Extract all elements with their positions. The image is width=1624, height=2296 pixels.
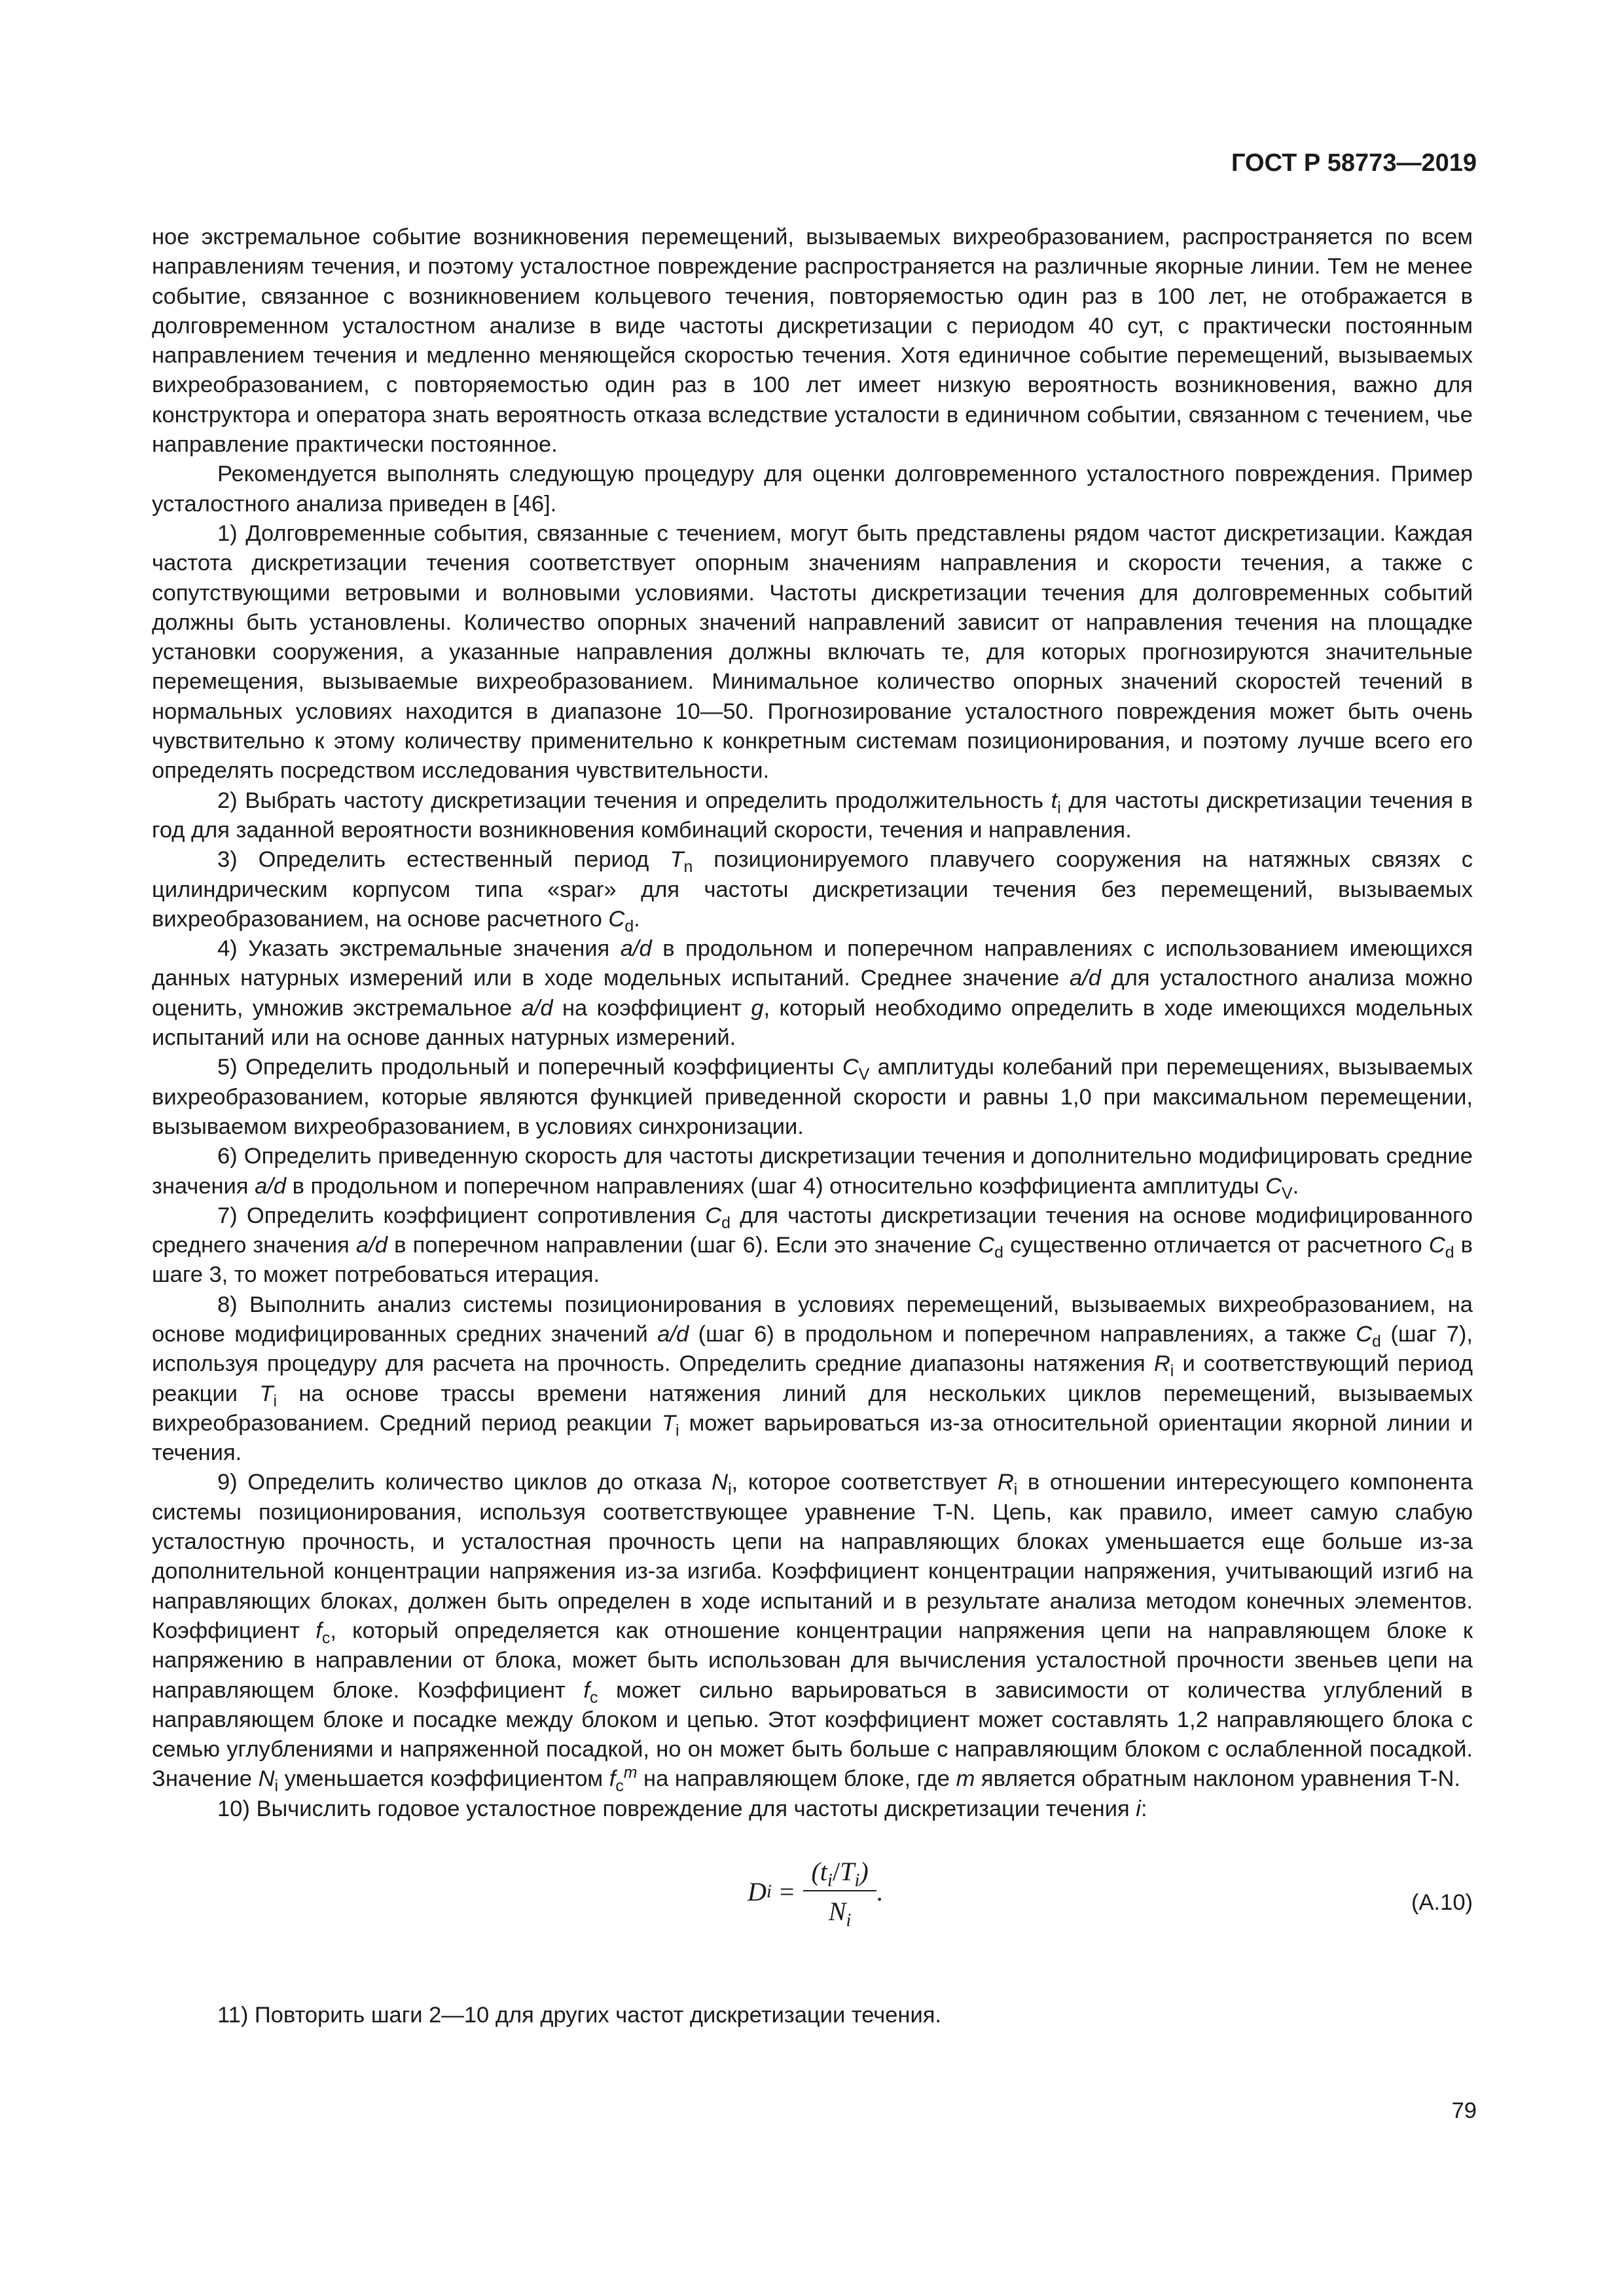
document-header: ГОСТ Р 58773—2019	[1231, 149, 1477, 177]
formula-numerator: $(t_i/T_i)$	[803, 1857, 876, 1891]
formula-fraction	[803, 1857, 876, 1931]
paragraph: Рекомендуется выполнять следующую процедуру для оценки долговременного усталостного повреждения. Пример усталостного анализа приведен в [46].	[152, 462, 1473, 517]
step-3: 3) Определить естественный период $T_n$ позиционируемого плавучего сооружения на натяжных связях с цилиндрическим корпусом типа «spar» для частоты дискретизации течения без перемещений, вызываемых вихреобразованием, на основе расчетного $C_d$.	[152, 847, 1473, 936]
formula-denominator: $N_i$	[828, 1897, 852, 1931]
step-7: 7) Определить коэффициент сопротивления $C_d$ для частоты дискретизации течения на основе модифицированного среднего значения a/d в поперечном направлении (шаг 6). Если это значение $C_d$ существенно отличается от расчетного $C_d$ в шаге 3, то может потребоваться итерация.	[152, 1203, 1473, 1288]
step-10: 10) Вычислить годовое усталостное повреждение для частоты дискретизации течения i:	[217, 1796, 1147, 1821]
step-6: 6) Определить приведенную скорость для частоты дискретизации течения и дополнительно модифицировать средние значения a/d в продольном и поперечном направлениях (шаг 4) относительно коэффициента амплитуды $C_V$.	[152, 1144, 1473, 1203]
step-5: 5) Определить продольный и поперечный коэффициенты $C_V$ амплитуды колебаний при перемещениях, вызываемых вихреобразованием, которые являются функцией приведенной скорости и равны 1,0 при максимальном перемещении, вызываемом вихреобразованием, в условиях синхронизации.	[152, 1055, 1473, 1139]
step-11: 11) Повторить шаги 2—10 для других частот дискретизации течения.	[217, 2003, 942, 2028]
formula-number: (A.10)	[1411, 1890, 1473, 1916]
page-body	[152, 223, 1473, 2030]
formula-expression: D i = $\frac{(t_i/T_i)}{N_i}$ .	[748, 1857, 883, 1931]
step-1: 1) Долговременные события, связанные с течением, могут быть представлены рядом частот дискретизации. Каждая частота дискретизации течения соответствует опорным значениям направления и скорости течения, а также с сопутствующими ветровыми и волновыми условиями. Частоты дискретизации течения для долговременных событий должны быть установлены. Количество опорных значений направлений зависит от направления течения на площадке установки сооружения, а указанные направления должны включать те, для которых прогнозируются значительные перемещения, вызываемые вихреобразованием. Минимальное количество опорных значений скоростей течений в нормальных условиях находится в диапазоне 10—50. Прогнозирование усталостного повреждения может быть очень чувствительно к этому количеству применительно к конкретным системам позиционирования, и поэтому лучше всего его определять посредством исследования чувствительности.	[152, 520, 1473, 784]
paragraph: ное экстремальное событие возникновения перемещений, вызываемых вихреобразованием, распространяется по всем направлениям течения, и поэтому усталостное повреждение распространяется на различные якорные линии. Тем не менее событие, связанное с возникновением кольцевого течения, повторяемостью один раз в 100 лет, не отображается в долговременном усталостном анализе в виде частоты дискретизации с периодом 40 сут, с практически постоянным направлением течения и медленно меняющейся скоростью течения. Хотя единичное событие перемещений, вызываемых вихреобразованием, с повторяемостью один раз в 100 лет имеет низкую вероятность возникновения, важно для конструктора и оператора знать вероятность отказа вследствие усталости в единичном событии, связанном с течением, чье направление практически постоянное.	[152, 225, 1473, 458]
step-2: 2) Выбрать частоту дискретизации течения и определить продолжительность $t_i$ для частоты дискретизации течения в год для заданной вероятности возникновения комбинаций скорости, течения и направления.	[152, 788, 1473, 843]
formula-a10	[152, 1850, 1473, 1981]
page-number: 79	[1451, 2098, 1477, 2123]
step-8: 8) Выполнить анализ системы позиционирования в условиях перемещений, вызываемых вихреобразованием, на основе модифицированных средних значений a/d (шаг 6) в продольном и поперечном направлениях, а также $C_d$ (шаг 7), используя процедуру для расчета на прочность. Определить средние диапазоны натяжения $R_i$ и соответствующий период реакции $T_i$ на основе трассы времени натяжения линий для нескольких циклов перемещений, вызываемых вихреобразованием. Средний период реакции $T_i$ может варьироваться из-за относительной ориентации якорной линии и течения.	[152, 1292, 1473, 1466]
step-9: 9) Определить количество циклов до отказа $N_i$, которое соответствует $R_i$ в отношении интересующего компонента системы позиционирования, используя соответствующее уравнение T-N. Цепь, как правило, имеет самую слабую усталостную прочность, и усталостная прочность цепи на направляющих блоках уменьшается еще больше из-за дополнительной концентрации напряжения из-за изгиба. Коэффициент концентрации напряжения, учитывающий изгиб на направляющих блоках, должен быть определен в ходе испытаний и в результате анализа методом конечных элементов. Коэффициент $f_c$, который определяется как отношение концентрации напряжения цепи на направляющем блоке к напряжению в направлении от блока, может быть использован для вычисления усталостной прочности звеньев цепи на направляющем блоке. Коэффициент $f_c$ может сильно варьироваться в зависимости от количества углублений в направляющем блоке и посадке между блоком и цепью. Этот коэффициент может составлять 1,2 направляющего блока с семью углублениями и напряженной посадкой, но он может быть больше с направляющим блоком с ослабленной посадкой. Значение $N_i$ уменьшается коэффициентом $f_c^m$ на направляющем блоке, где m является обратным наклоном уравнения T-N.	[152, 1470, 1473, 1796]
step-4: 4) Указать экстремальные значения a/d в продольном и поперечном направлениях с использованием имеющихся данных натурных измерений или в ходе модельных испытаний. Среднее значение a/d для усталостного анализа можно оценить, умножив экстремальное a/d на коэффициент g, который необходимо определить в ходе имеющихся модельных испытаний или на основе данных натурных измерений.	[152, 936, 1473, 1051]
